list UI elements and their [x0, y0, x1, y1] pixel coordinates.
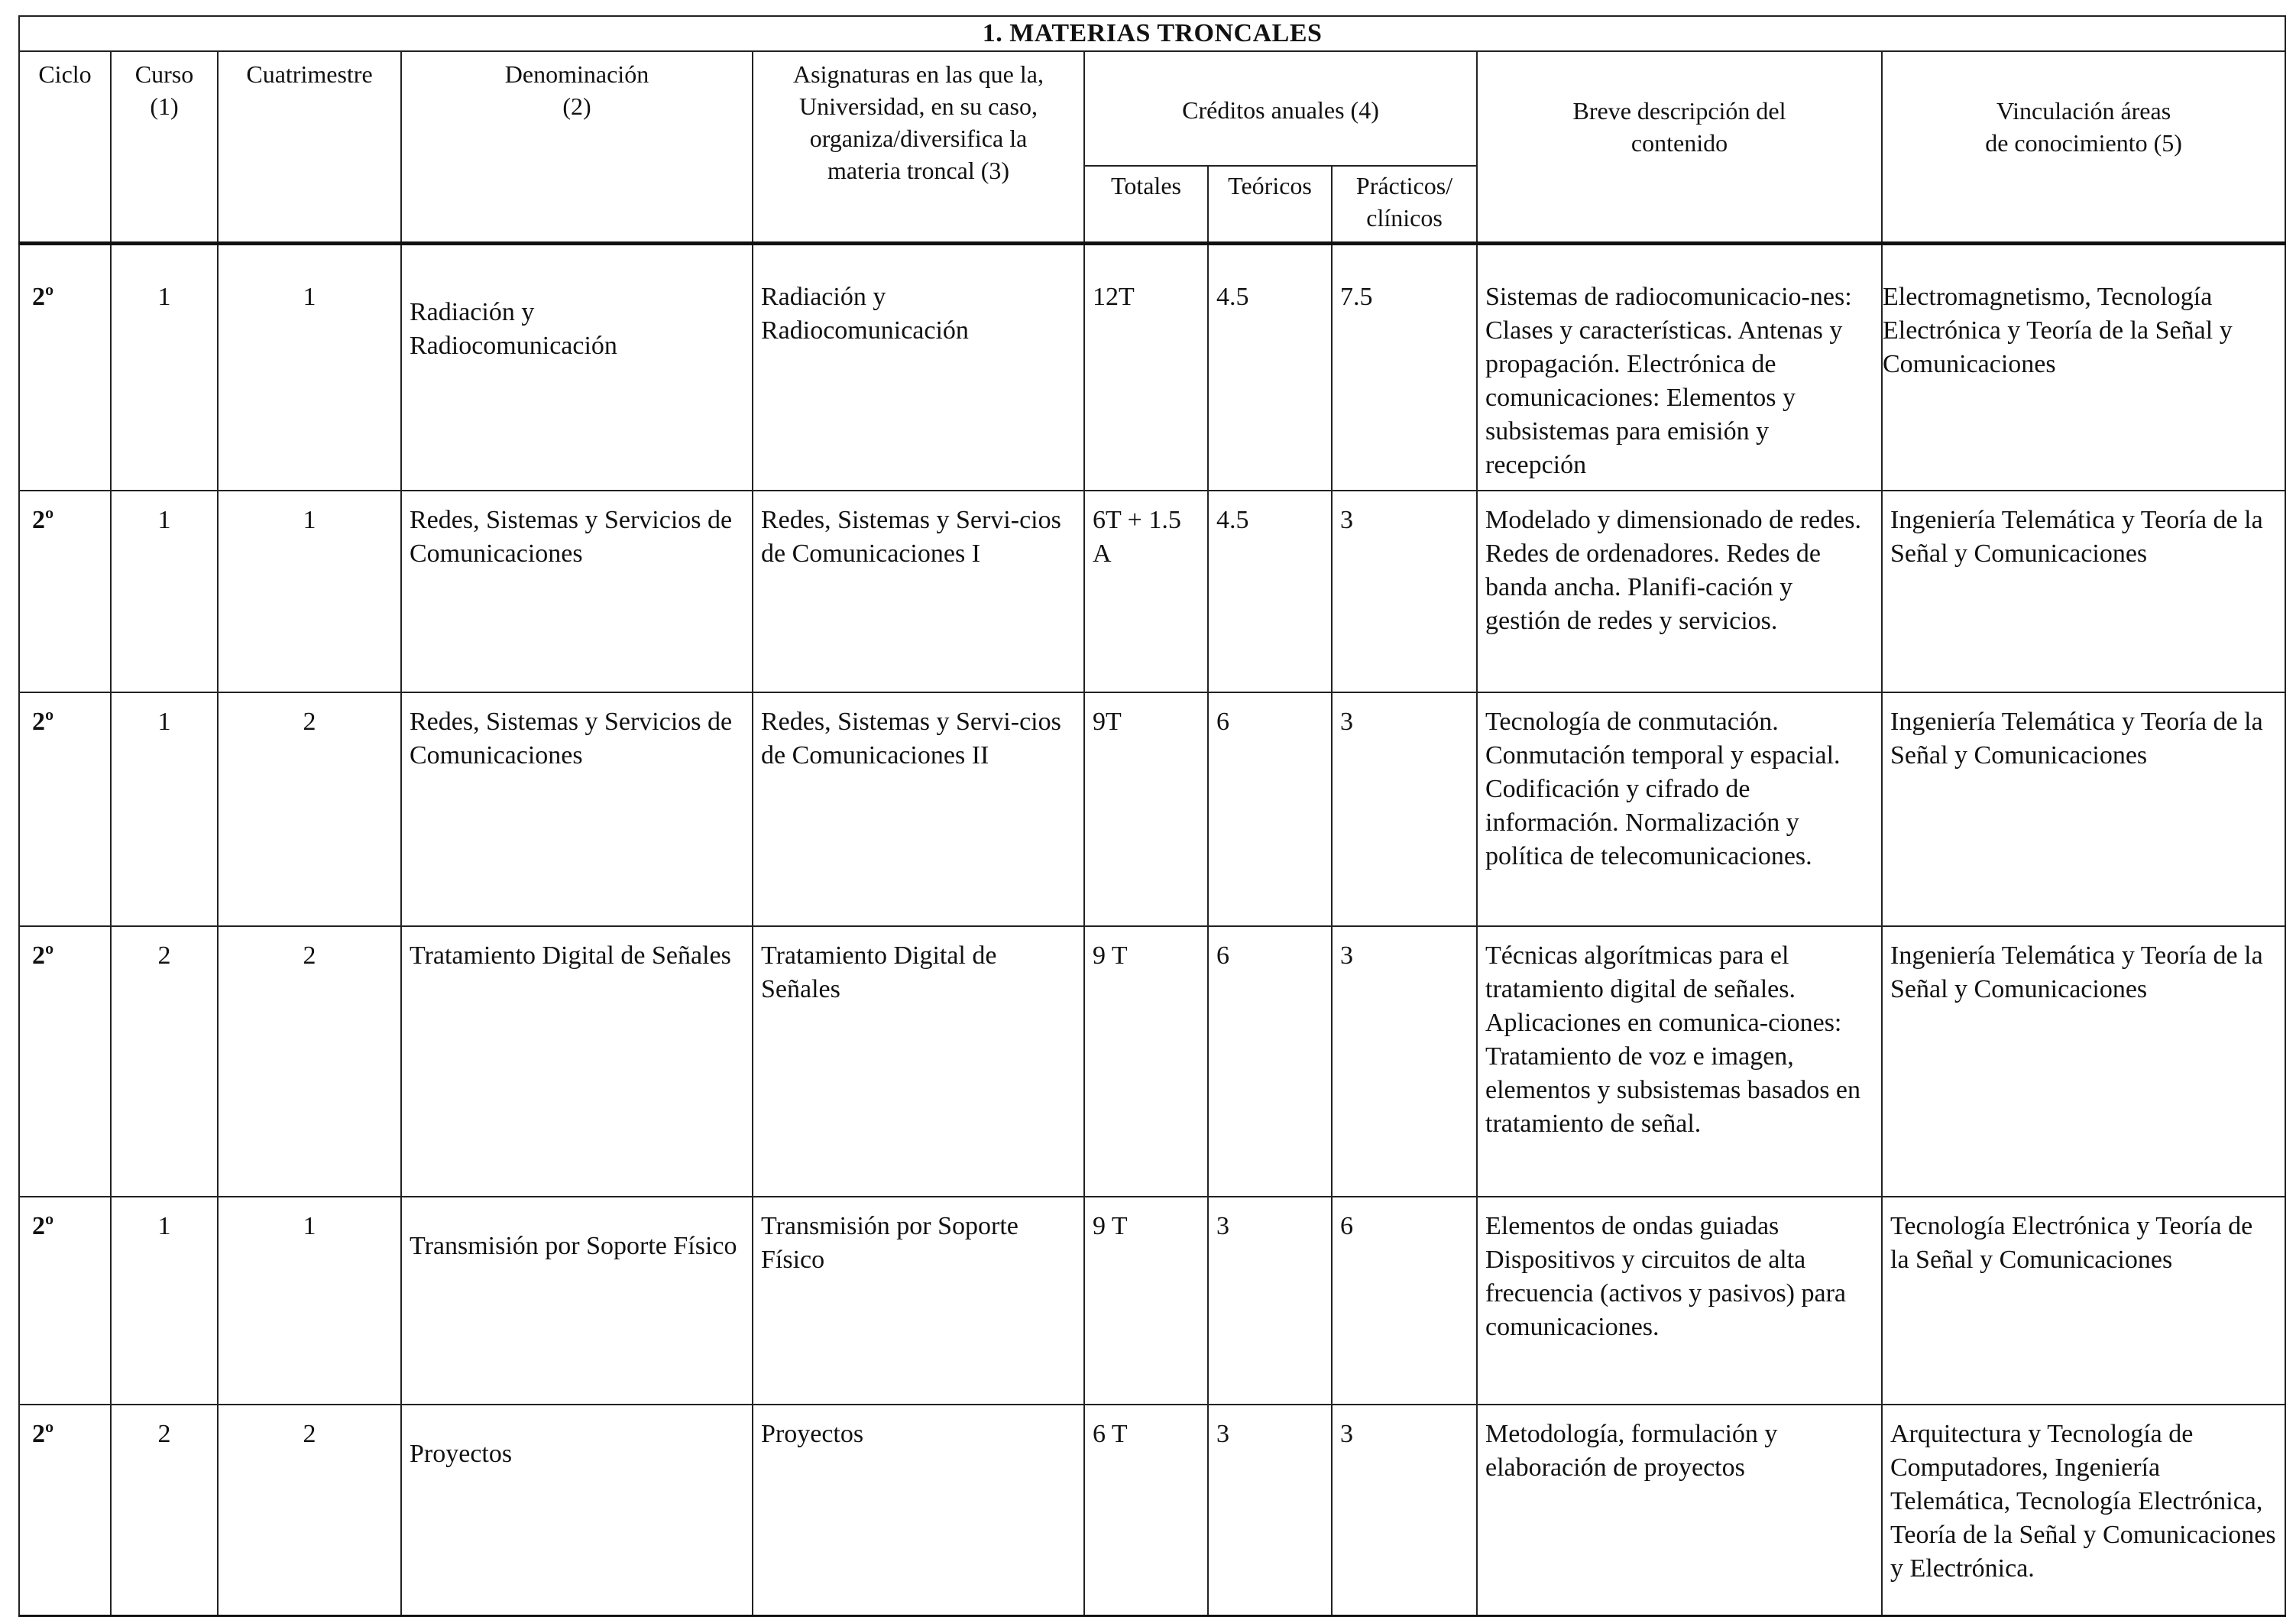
cell-curso: 1 — [111, 491, 218, 692]
cell-totales: 9T — [1084, 692, 1208, 926]
header-asignaturas — [753, 51, 1084, 244]
cell-ciclo: 2º — [19, 491, 111, 692]
header-creditos: Créditos anuales (4) — [1084, 51, 1477, 166]
cell-ciclo: 2º — [19, 692, 111, 926]
cell-totales: 9 T — [1084, 1197, 1208, 1405]
header-vinculacion-line1: Vinculación áreas — [1996, 97, 2171, 125]
table-row — [19, 491, 2285, 692]
cell-denominacion: Tratamiento Digital de Señales — [401, 926, 753, 1197]
table-row — [19, 1197, 2285, 1405]
cell-curso: 2 — [111, 1405, 218, 1616]
cell-totales: 6 T — [1084, 1405, 1208, 1616]
header-denominacion-label: Denominación — [504, 60, 649, 88]
cell-denominacion: Transmisión por Soporte Físico — [401, 1197, 753, 1405]
header-descripcion — [1477, 51, 1882, 244]
header-practicos-line1: Prácticos/ — [1355, 172, 1453, 199]
cell-practicos: 7.5 — [1332, 244, 1477, 491]
cell-vinculacion: Ingeniería Telemática y Teoría de la Señal y Comunicaciones — [1882, 491, 2285, 692]
header-teoricos: Teóricos — [1208, 166, 1332, 244]
header-vinculacion-line2: de conocimiento (5) — [1985, 129, 2182, 157]
cell-teoricos: 3 — [1208, 1405, 1332, 1616]
cell-vinculacion: Electromagnetismo, Tecnología Electrónica y Teoría de la Señal y Comunicaciones — [1882, 244, 2285, 491]
header-asignaturas-line2: Universidad, en su caso, — [799, 92, 1038, 120]
materias-troncales-table — [18, 15, 2286, 1617]
cell-practicos: 6 — [1332, 1197, 1477, 1405]
cell-cuatrimestre: 2 — [218, 926, 401, 1197]
cell-cuatrimestre: 2 — [218, 1405, 401, 1616]
cell-ciclo: 2º — [19, 1405, 111, 1616]
cell-descripcion: Técnicas algorítmicas para el tratamiento digital de señales. Aplicaciones en comunica-ciones: Tratamiento de voz e imagen, elementos y subsistemas basados en tratamiento de señal. — [1477, 926, 1882, 1197]
cell-vinculacion: Ingeniería Telemática y Teoría de la Señal y Comunicaciones — [1882, 926, 2285, 1197]
header-practicos-line2: clínicos — [1366, 204, 1443, 232]
table-row — [19, 1405, 2285, 1616]
cell-practicos: 3 — [1332, 692, 1477, 926]
cell-cuatrimestre: 1 — [218, 244, 401, 491]
cell-ciclo: 2º — [19, 1197, 111, 1405]
table-row — [19, 692, 2285, 926]
cell-denominacion: Redes, Sistemas y Servicios de Comunicaciones — [401, 692, 753, 926]
cell-asignatura: Redes, Sistemas y Servi-cios de Comunicaciones II — [753, 692, 1084, 926]
header-descripcion-line1: Breve descripción del — [1572, 97, 1786, 125]
cell-ciclo: 2º — [19, 244, 111, 491]
cell-denominacion: Radiación y Radiocomunicación — [401, 244, 753, 491]
table-title: 1. MATERIAS TRONCALES — [19, 16, 2285, 51]
header-descripcion-line2: contenido — [1631, 129, 1728, 157]
cell-descripcion: Sistemas de radiocomunicacio-nes: Clases y características. Antenas y propagación. Electrónica de comunicaciones: Elementos y subsistemas para emisión y recepción — [1477, 244, 1882, 491]
cell-descripcion: Metodología, formulación y elaboración de proyectos — [1477, 1405, 1882, 1616]
cell-asignatura: Proyectos — [753, 1405, 1084, 1616]
cell-vinculacion: Ingeniería Telemática y Teoría de la Señal y Comunicaciones — [1882, 692, 2285, 926]
cell-curso: 1 — [111, 692, 218, 926]
header-totales: Totales — [1084, 166, 1208, 244]
header-vinculacion — [1882, 51, 2285, 244]
cell-vinculacion: Arquitectura y Tecnología de Computadores, Ingeniería Telemática, Tecnología Electrónica, Teoría de la Señal y Comunicaciones y Electrónica. — [1882, 1405, 2285, 1616]
cell-teoricos: 6 — [1208, 692, 1332, 926]
header-curso-label: Curso — [134, 60, 194, 88]
header-curso — [111, 51, 218, 244]
cell-curso: 1 — [111, 244, 218, 491]
cell-teoricos: 6 — [1208, 926, 1332, 1197]
header-curso-note: (1) — [150, 92, 179, 120]
table-row — [19, 926, 2285, 1197]
cell-practicos: 3 — [1332, 1405, 1477, 1616]
cell-curso: 2 — [111, 926, 218, 1197]
header-ciclo-label: Ciclo — [38, 60, 92, 88]
header-ciclo — [19, 51, 111, 244]
cell-totales: 9 T — [1084, 926, 1208, 1197]
cell-cuatrimestre: 2 — [218, 692, 401, 926]
cell-vinculacion: Tecnología Electrónica y Teoría de la Señal y Comunicaciones — [1882, 1197, 2285, 1405]
table-row — [19, 244, 2285, 491]
cell-cuatrimestre: 1 — [218, 1197, 401, 1405]
cell-teoricos: 3 — [1208, 1197, 1332, 1405]
cell-ciclo: 2º — [19, 926, 111, 1197]
cell-asignatura: Radiación y Radiocomunicación — [753, 244, 1084, 491]
header-denominacion-note: (2) — [562, 92, 591, 120]
cell-asignatura: Redes, Sistemas y Servi-cios de Comunicaciones I — [753, 491, 1084, 692]
cell-cuatrimestre: 1 — [218, 491, 401, 692]
cell-asignatura: Transmisión por Soporte Físico — [753, 1197, 1084, 1405]
header-asignaturas-line4: materia troncal (3) — [827, 157, 1010, 184]
header-denominacion — [401, 51, 753, 244]
cell-descripcion: Tecnología de conmutación. Conmutación temporal y espacial. Codificación y cifrado de información. Normalización y política de telecomunicaciones. — [1477, 692, 1882, 926]
cell-asignatura: Tratamiento Digital de Señales — [753, 926, 1084, 1197]
cell-descripcion: Elementos de ondas guiadas Dispositivos y circuitos de alta frecuencia (activos y pasivos) para comunicaciones. — [1477, 1197, 1882, 1405]
header-cuatrimestre-label: Cuatrimestre — [246, 60, 373, 88]
cell-denominacion: Redes, Sistemas y Servicios de Comunicaciones — [401, 491, 753, 692]
header-asignaturas-line3: organiza/diversifica la — [809, 125, 1028, 152]
header-practicos — [1332, 166, 1477, 244]
cell-totales: 12T — [1084, 244, 1208, 491]
cell-practicos: 3 — [1332, 926, 1477, 1197]
cell-teoricos: 4.5 — [1208, 244, 1332, 491]
cell-denominacion: Proyectos — [401, 1405, 753, 1616]
cell-totales: 6T + 1.5 A — [1084, 491, 1208, 692]
cell-practicos: 3 — [1332, 491, 1477, 692]
cell-curso: 1 — [111, 1197, 218, 1405]
header-asignaturas-line1: Asignaturas en las que la, — [793, 60, 1044, 88]
cell-teoricos: 4.5 — [1208, 491, 1332, 692]
header-cuatrimestre — [218, 51, 401, 244]
cell-descripcion: Modelado y dimensionado de redes. Redes de ordenadores. Redes de banda ancha. Planifi-cación y gestión de redes y servicios. — [1477, 491, 1882, 692]
